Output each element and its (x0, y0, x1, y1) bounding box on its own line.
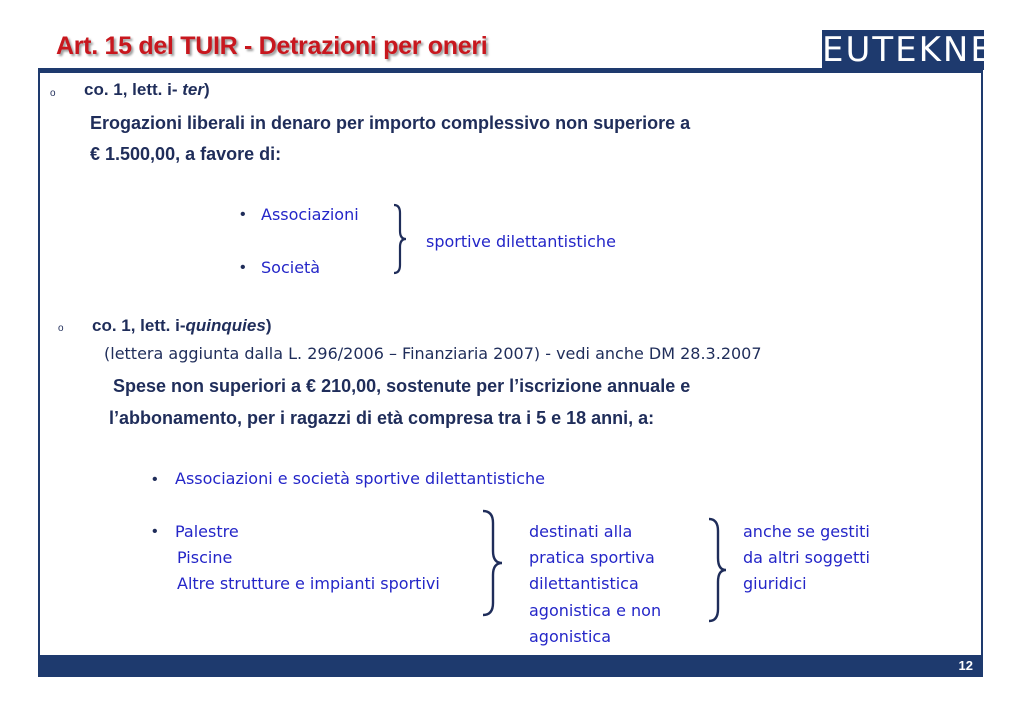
section1-heading-italic: ter (182, 80, 204, 99)
section2-heading-suffix: ) (265, 316, 272, 335)
section2-bullet2-line3: Altre strutture e impianti sportivi (177, 574, 440, 593)
left-brace-icon (706, 517, 728, 623)
section1-brace-text: sportive dilettantistiche (426, 232, 616, 251)
section2-col2-line4: agonistica e non (529, 601, 662, 620)
section2-col3-line1: anche se gestiti (743, 522, 870, 541)
section1-heading (84, 80, 210, 100)
section2-col2-line5: agonistica (529, 627, 611, 646)
page-title: Art. 15 del TUIR - Detrazioni per oneri (56, 32, 488, 60)
bullet-dot: • (152, 523, 158, 540)
right-brace-icon (391, 203, 407, 275)
section1-line1: Erogazioni liberali in denaro per importo complessivo non superiore a (90, 113, 691, 133)
section1-line2: € 1.500,00, a favore di: (90, 144, 282, 164)
bullet-dot: • (240, 206, 246, 223)
section2-marker: o (58, 323, 64, 334)
section2-col2-line1: destinati alla (529, 522, 633, 541)
section1-marker: o (50, 88, 56, 99)
section2-col2-line3: dilettantistica (529, 574, 639, 593)
section2-line1: Spese non superiori a € 210,00, sostenute per l’iscrizione annuale e (113, 376, 691, 396)
footer-bar (38, 655, 983, 677)
section2-col3-line3: giuridici (743, 574, 807, 593)
bullet-dot: • (152, 471, 158, 488)
right-brace-icon (480, 509, 504, 617)
section1-heading-suffix: ) (203, 80, 210, 99)
eutekne-logo: EUTEKNE (822, 30, 994, 70)
section2-heading-italic: quinquies (185, 316, 266, 335)
bullet-dot: • (240, 259, 246, 276)
section2-col3-line2: da altri soggetti (743, 548, 870, 567)
section2-heading (92, 316, 271, 336)
section2-bullet2-line2: Piscine (177, 548, 233, 567)
section1-heading-prefix: co. 1, lett. i- (84, 80, 183, 99)
section2-note: (lettera aggiunta dalla L. 296/2006 – Finanziaria 2007) - vedi anche DM 28.3.2007 (104, 344, 762, 363)
section2-line2: l’abbonamento, per i ragazzi di età compresa tra i 5 e 18 anni, a: (109, 408, 655, 428)
page-number: 12 (958, 658, 973, 673)
section2-heading-prefix: co. 1, lett. i- (92, 316, 186, 335)
section2-bullet1: Associazioni e società sportive dilettantistiche (175, 469, 545, 488)
section2-col2-line2: pratica sportiva (529, 548, 655, 567)
section1-bullet-societa: Società (261, 258, 321, 277)
section1-bullet-associazioni: Associazioni (261, 205, 359, 224)
section2-bullet2-line1: Palestre (175, 522, 239, 541)
